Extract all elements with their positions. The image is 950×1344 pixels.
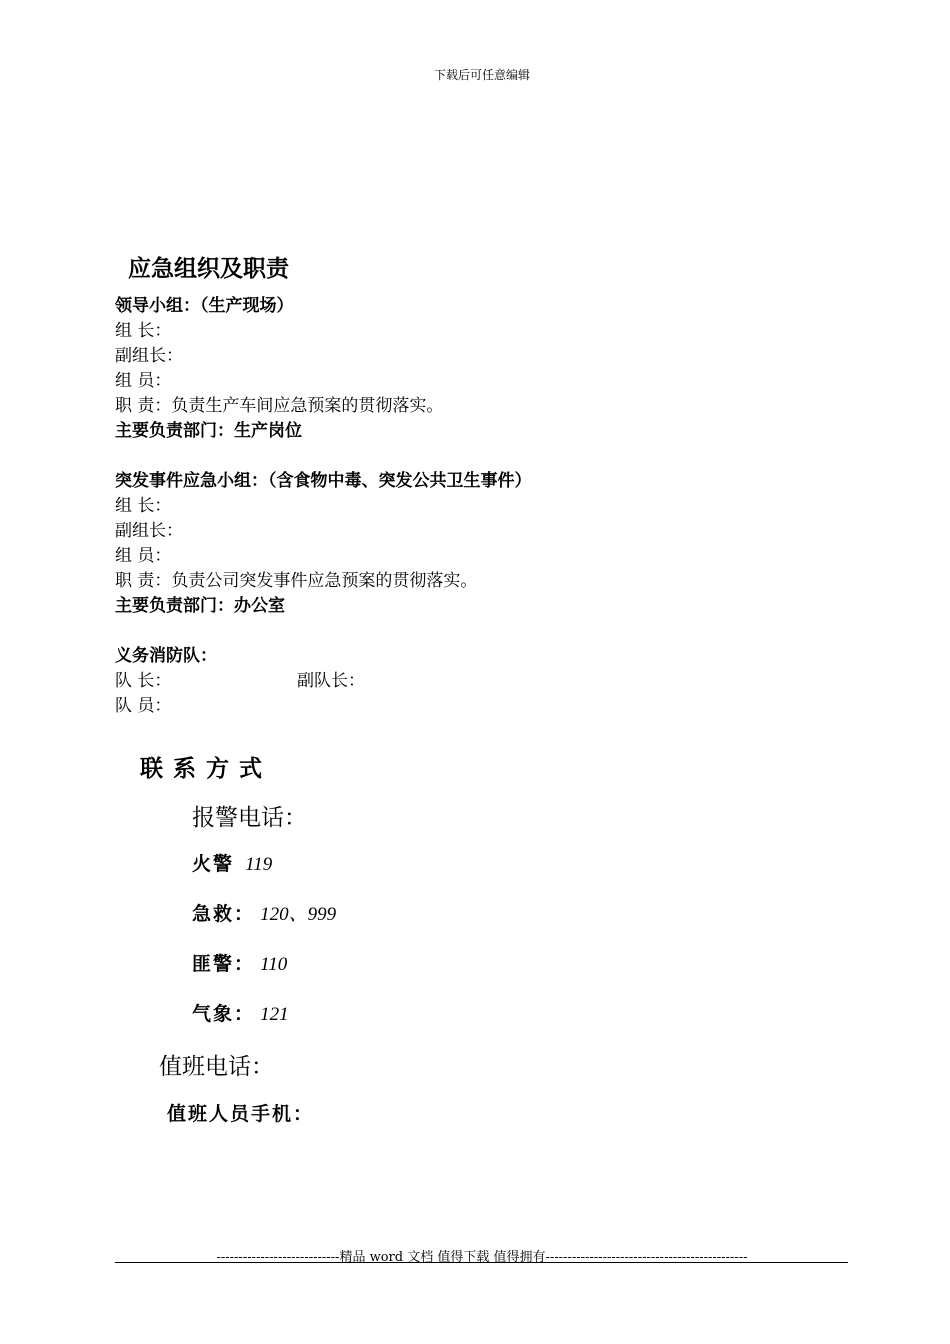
group1-dept: 主要负责部门：生产岗位	[115, 421, 302, 441]
fire-team-captain: 队 长：	[115, 671, 172, 691]
phone-label: 匪警：	[192, 953, 256, 975]
group1-members: 组 员：	[115, 371, 172, 391]
group1-duty: 职 责：负责生产车间应急预案的贯彻落实。	[115, 396, 444, 416]
group2-duty: 职 责：负责公司突发事件应急预案的贯彻落实。	[115, 571, 478, 591]
duty-phone-heading: 值班电话：	[159, 1054, 274, 1080]
group1-leader: 组 长：	[115, 321, 172, 341]
phone-value: 119	[245, 854, 273, 875]
phone-label: 急救：	[192, 903, 256, 925]
group2-deputy: 副组长：	[115, 521, 183, 541]
group2-leader: 组 长：	[115, 496, 172, 516]
phone-row-ambulance	[192, 899, 336, 926]
section-title: 应急组织及职责	[128, 256, 289, 282]
alarm-heading: 报警电话：	[192, 805, 307, 831]
phone-label: 火警	[192, 853, 235, 875]
fire-team-vice-captain: 副队长：	[297, 671, 365, 691]
group1-heading: 领导小组：（生产现场）	[115, 296, 294, 316]
phone-value: 121	[260, 1004, 289, 1025]
footer-text: ----------------------------精品 word 文档 值得下载 值得拥有----------------------------------------------	[216, 1250, 748, 1265]
phone-value: 110	[260, 954, 288, 975]
phone-row-fire	[192, 849, 272, 876]
header-note: 下载后可任意编辑	[433, 68, 530, 82]
phone-row-weather	[192, 999, 289, 1026]
group2-dept: 主要负责部门：办公室	[115, 596, 285, 616]
phone-label: 气象：	[192, 1003, 256, 1025]
group2-heading: 突发事件应急小组：（含食物中毒、突发公共卫生事件）	[115, 471, 532, 491]
group1-deputy: 副组长：	[115, 346, 183, 366]
phone-row-police	[192, 949, 287, 976]
duty-mobile-label: 值班人员手机：	[167, 1103, 315, 1125]
footer-divider	[115, 1262, 848, 1263]
fire-team-heading: 义务消防队：	[115, 646, 217, 666]
group2-members: 组 员：	[115, 546, 172, 566]
phone-value: 120、999	[260, 904, 337, 925]
fire-team-members: 队 员：	[115, 696, 172, 716]
contact-title: 联系方式	[140, 756, 272, 782]
